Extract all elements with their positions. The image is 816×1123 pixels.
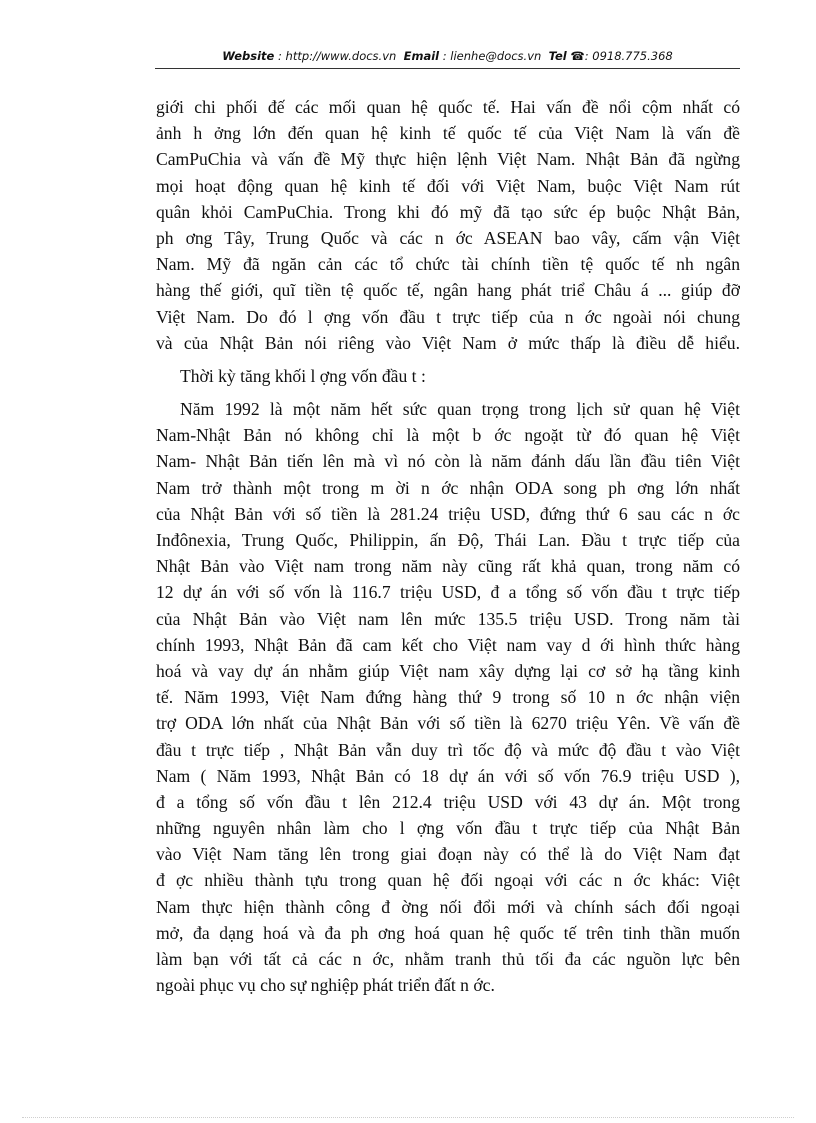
text-line: Nhật Bản vào Việt nam trong năm này cũng rất khả quan, trong năm có	[156, 556, 740, 577]
page-header	[155, 46, 740, 69]
text-line: làm bạn với tất cả các n ớc, nhằm tranh thủ tối đa các nguồn lực bên	[156, 949, 740, 969]
text-line: đ ợc nhiều thành tựu trong quan hệ đối ngoại với các n ớc khác: Việt	[156, 870, 740, 891]
website-url[interactable]: : http://www.docs.vn	[278, 49, 397, 63]
text-line: Năm 1992 là một năm hết sức quan trọng trong lịch sử quan hệ Việt	[180, 399, 740, 420]
text-line: những nguyên nhân làm cho l ợng vốn đầu t trực tiếp của Nhật Bản	[156, 818, 740, 839]
text-line: đ a tổng số vốn đầu t lên 212.4 triệu USD với 43 dự án. Một trong	[156, 791, 740, 812]
text-line: trợ ODA lớn nhất của Nhật Bản với số tiền là 6270 triệu Yên. Về vấn đề	[156, 713, 740, 734]
footer-divider	[22, 1117, 794, 1118]
text-line: ngoài phục vụ cho sự nghiệp phát triển đất n ớc.	[156, 975, 495, 996]
section-heading: Thời kỳ tăng khối l ợng vốn đầu t :	[180, 365, 426, 386]
text-line: chính 1993, Nhật Bản đã cam kết cho Việt nam vay d ới hình thức hàng	[156, 634, 740, 655]
section-heading-paragraph	[156, 363, 740, 389]
text-line: ảnh h ởng lớn đến quan hệ kinh tế quốc tế của Việt Nam là vấn đề	[156, 123, 740, 144]
paragraph-1992	[156, 396, 740, 998]
text-line: hàng thế giới, quĩ tiền tệ quốc tế, ngân hang phát triể Châu á ... giúp đỡ	[156, 280, 740, 301]
text-line: Nam ( Năm 1993, Nhật Bản có 18 dự án với số vốn 76.9 triệu USD ),	[156, 765, 740, 786]
text-line: Nam- Nhật Bản tiến lên mà vì nó còn là năm đánh dấu lần đầu tiên Việt	[156, 451, 740, 472]
text-line: của Nhật Bản với số tiền là 281.24 triệu USD, đứng thứ 6 sau các n ớc	[156, 503, 740, 524]
text-line: quân khỏi CamPuChia. Trong khi đó mỹ đã tạo sức ép buộc Nhật Bản,	[156, 201, 740, 222]
text-line: CamPuChia và vấn đề Mỹ thực hiện lệnh Việt Nam. Nhật Bản đã ngừng	[156, 149, 740, 170]
paragraph-gap	[156, 389, 740, 396]
text-line: ph ơng Tây, Trung Quốc và các n ớc ASEAN bao vây, cấm vận Việt	[156, 227, 740, 248]
text-line: đầu t trực tiếp , Nhật Bản vẫn duy trì tốc độ và mức độ đầu t vào Việt	[156, 739, 740, 760]
paragraph-gap	[156, 356, 740, 363]
tel-label: Tel	[548, 49, 567, 63]
text-line: Nam. Mỹ đã ngăn cản các tổ chức tài chính tiền tệ quốc tế nh ngân	[156, 254, 740, 275]
phone-icon: ☎	[570, 49, 585, 63]
website-label: Website	[222, 49, 275, 63]
text-line: 12 dự án với số vốn là 116.7 triệu USD, đ a tổng số vốn đầu t trực tiếp	[156, 582, 740, 603]
text-line: của Nhật Bản vào Việt nam lên mức 135.5 triệu USD. Trong năm tài	[156, 608, 740, 629]
text-line: Inđônexia, Trung Quốc, Philippin, ấn Độ, Thái Lan. Đầu t trực tiếp của	[156, 530, 740, 550]
text-line: vào Việt Nam tăng lên trong giai đoạn này có thể là do Việt Nam đạt	[156, 844, 740, 865]
text-line: tế. Năm 1993, Việt Nam đứng hàng thứ 9 trong số 10 n ớc nhận viện	[156, 687, 740, 708]
text-line: Nam trở thành một trong m ời n ớc nhận ODA song ph ơng lớn nhất	[156, 477, 740, 498]
tel-number: : 0918.775.368	[584, 49, 673, 63]
text-line: Nam thực hiện thành công đ ờng nối đổi mới và chính sách đối ngoại	[156, 896, 740, 917]
text-line: mọi hoạt động quan hệ kinh tế đối với Việt Nam, buộc Việt Nam rút	[156, 175, 740, 196]
email-address[interactable]: : lienhe@docs.vn	[442, 49, 542, 63]
text-line: Nam-Nhật Bản nó không chỉ là một b ớc ngoặt từ đó quan hệ Việt	[156, 425, 740, 446]
text-line: Việt Nam. Do đó l ợng vốn đầu t trực tiếp của n ớc ngoài nói chung	[156, 306, 740, 327]
text-line: và của Nhật Bản nói riêng vào Việt Nam ở mức thấp là điều dễ hiểu.	[156, 332, 740, 353]
text-line: giới chi phối đế các mối quan hệ quốc tế. Hai vấn đề nổi cộm nhất có	[156, 97, 740, 117]
text-line: hoá và vay dự án nhằm giúp Việt nam xây dựng lại cơ sở hạ tầng kinh	[156, 660, 740, 681]
text-line: mở, đa dạng hoá và đa ph ơng hoá quan hệ quốc tế trên tinh thần muốn	[156, 922, 740, 943]
email-label: Email	[403, 49, 440, 63]
paragraph-context	[156, 94, 740, 356]
document-body	[156, 94, 740, 998]
